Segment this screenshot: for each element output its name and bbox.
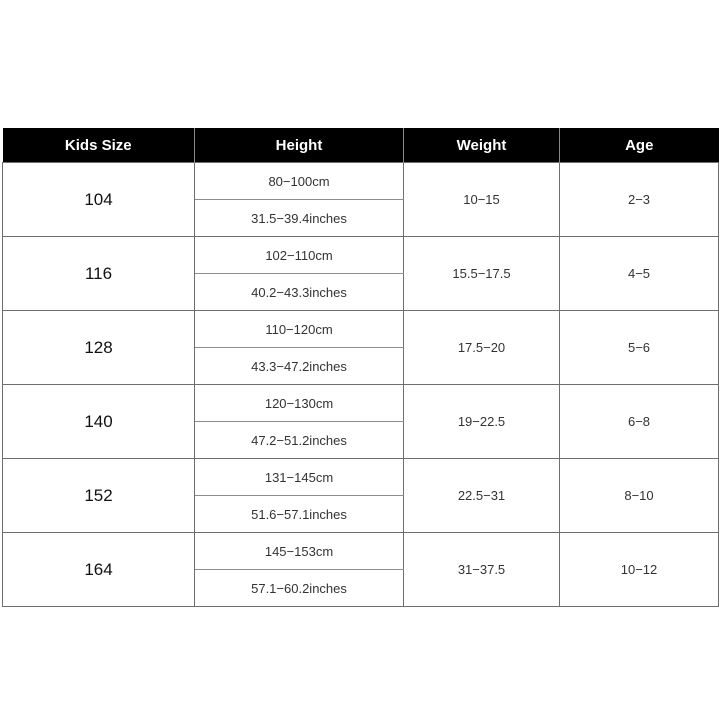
height-cm-cell: 120−130cm (195, 385, 404, 422)
height-in-cell: 51.6−57.1inches (195, 496, 404, 533)
header-age: Age (560, 128, 719, 163)
height-in-cell: 43.3−47.2inches (195, 348, 404, 385)
height-in-cell: 57.1−60.2inches (195, 570, 404, 607)
age-cell: 2−3 (560, 163, 719, 237)
table-row (3, 459, 719, 496)
weight-cell: 22.5−31 (404, 459, 560, 533)
size-cell: 104 (3, 163, 195, 237)
size-cell: 164 (3, 533, 195, 607)
header-height: Height (195, 128, 404, 163)
weight-cell: 19−22.5 (404, 385, 560, 459)
height-cm-cell: 131−145cm (195, 459, 404, 496)
height-cm-cell: 110−120cm (195, 311, 404, 348)
size-cell: 152 (3, 459, 195, 533)
table-header-row (3, 128, 719, 163)
height-cm-cell: 80−100cm (195, 163, 404, 200)
weight-cell: 15.5−17.5 (404, 237, 560, 311)
size-cell: 128 (3, 311, 195, 385)
size-chart-table (2, 128, 719, 607)
height-in-cell: 31.5−39.4inches (195, 200, 404, 237)
weight-cell: 10−15 (404, 163, 560, 237)
age-cell: 5−6 (560, 311, 719, 385)
age-cell: 10−12 (560, 533, 719, 607)
header-weight: Weight (404, 128, 560, 163)
weight-cell: 31−37.5 (404, 533, 560, 607)
table-row (3, 311, 719, 348)
weight-cell: 17.5−20 (404, 311, 560, 385)
header-kids-size: Kids Size (3, 128, 195, 163)
height-in-cell: 40.2−43.3inches (195, 274, 404, 311)
table-row (3, 163, 719, 200)
age-cell: 8−10 (560, 459, 719, 533)
table-row (3, 237, 719, 274)
height-cm-cell: 145−153cm (195, 533, 404, 570)
size-cell: 116 (3, 237, 195, 311)
age-cell: 4−5 (560, 237, 719, 311)
size-cell: 140 (3, 385, 195, 459)
height-cm-cell: 102−110cm (195, 237, 404, 274)
age-cell: 6−8 (560, 385, 719, 459)
table-row (3, 385, 719, 422)
table-row (3, 533, 719, 570)
height-in-cell: 47.2−51.2inches (195, 422, 404, 459)
